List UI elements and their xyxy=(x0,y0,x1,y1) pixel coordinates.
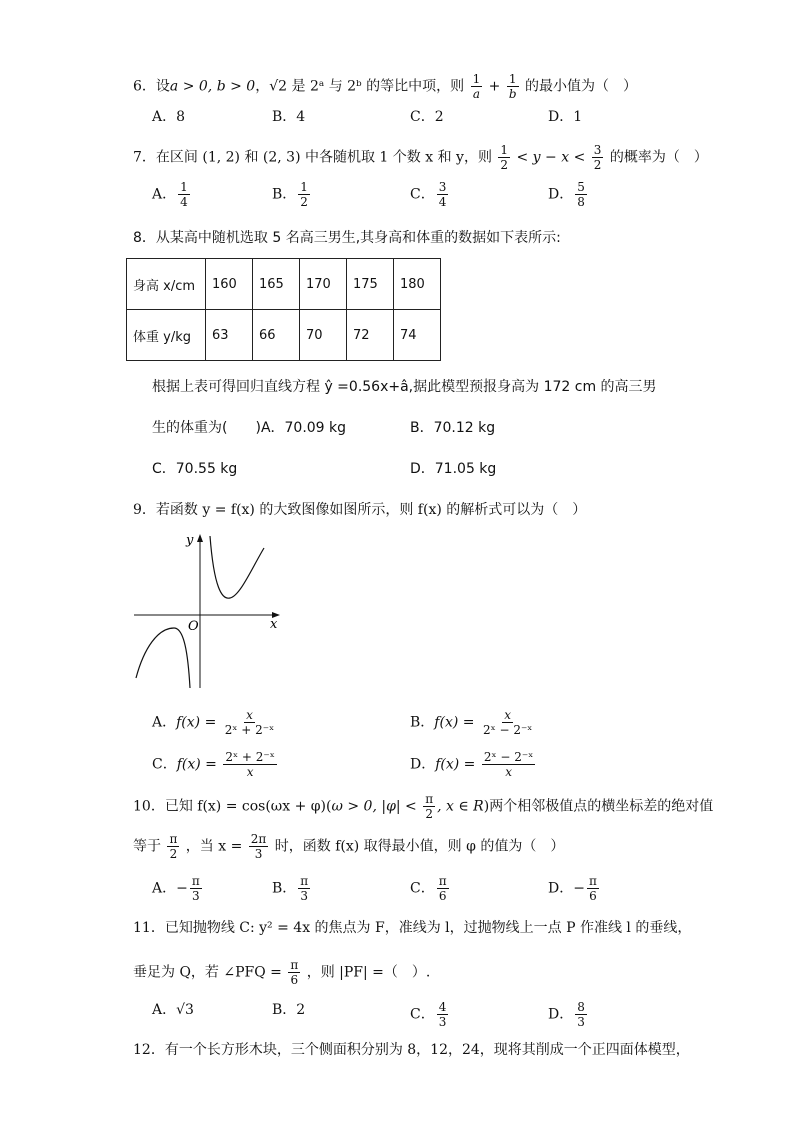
fraction: $\frac{1}{a}$ xyxy=(472,72,481,101)
origin-label: O xyxy=(188,619,199,634)
y-axis-label: y xyxy=(186,533,194,548)
question-8-text-1: 根据上表可得回归直线方程 ŷ =0.56x+â,据此模型预报身高为 172 cm 的高三男 xyxy=(152,379,657,395)
function-graph xyxy=(130,528,290,694)
table-cell: 74 xyxy=(394,310,441,361)
fraction: $\frac{1}{2}$ xyxy=(500,143,509,172)
q9-option-a: A．f(x) = $\frac{x}{\text{2ˣ + 2⁻ˣ}}$ xyxy=(152,708,275,737)
fraction: $\frac{3}{2}$ xyxy=(593,143,602,172)
q9-option-c: C．f(x) = $\frac{\text{2ˣ + 2⁻ˣ}}{x}$ xyxy=(152,750,275,779)
table-cell: 72 xyxy=(347,310,394,361)
q10-option-c: C． $\frac{\pi}{6}$ xyxy=(410,874,447,903)
x-axis-label: x xyxy=(270,617,278,632)
question-10-line-2: 等于 $\frac{\pi}{2}$ ，当 x = $\frac{2\pi}{3}$ 时，函数 f(x) 取得最小值，则 φ 的值为（ ） xyxy=(133,832,565,861)
question-6-stem: 6．设a > 0, b > 0，√2 是 2ᵃ 与 2ᵇ 的等比中项，则 $\frac{1}{a}$ + $\frac{1}{b}$ 的最小值为（ ） xyxy=(133,72,637,101)
table-cell: 66 xyxy=(253,310,300,361)
q7-option-a: A． $\frac{1}{4}$ xyxy=(152,180,188,209)
question-11-line-2: 垂足为 Q，若 ∠PFQ = $\frac{\pi}{6}$ ，则 |PF| =（ ）. xyxy=(133,958,431,987)
table-row xyxy=(127,259,441,310)
question-8-stem: 8．从某高中随机选取 5 名高三男生,其身高和体重的数据如下表所示: xyxy=(133,230,561,246)
q11-option-d: D． $\frac{8}{3}$ xyxy=(548,1000,585,1029)
q7-option-d: D． $\frac{5}{8}$ xyxy=(548,180,585,209)
q9-option-d: D．f(x) = $\frac{\text{2ˣ − 2⁻ˣ}}{x}$ xyxy=(410,750,534,779)
question-9-stem: 9．若函数 y = f(x) 的大致图像如图所示，则 f(x) 的解析式可以为（ ） xyxy=(133,502,587,518)
q9-option-b: B．f(x) = $\frac{x}{\text{2ˣ − 2⁻ˣ}}$ xyxy=(410,708,533,737)
q7-option-b: B． $\frac{1}{2}$ xyxy=(272,180,308,209)
table-cell: 165 xyxy=(253,259,300,310)
table-cell: 63 xyxy=(206,310,253,361)
table-cell: 175 xyxy=(347,259,394,310)
y-axis-arrow xyxy=(197,534,203,542)
q10-option-d: D．− $\frac{\pi}{6}$ xyxy=(548,874,597,903)
table-row-header: 体重 y/kg xyxy=(127,310,206,361)
q11-option-a: A．√3 xyxy=(152,1002,194,1018)
q8-option-c: C．70.55 kg xyxy=(152,461,238,477)
question-10-line-1: 10．已知 f(x) = cos(ωx + φ)(ω > 0, |φ| < $\frac{\pi}{2}$ , x ∈ R)两个相邻极值点的横坐标差的绝对值 xyxy=(133,792,714,821)
q8-option-b: B．70.12 kg xyxy=(410,420,496,436)
right-branch-curve xyxy=(210,536,264,598)
q8-option-a: A．70.09 kg xyxy=(260,420,347,436)
table-row-header: 身高 x/cm xyxy=(127,259,206,310)
q6-option-c: C．2 xyxy=(410,109,444,125)
question-12-stem: 12．有一个长方形木块，三个侧面积分别为 8，12，24，现将其削成一个正四面体模型， xyxy=(133,1042,690,1058)
question-11-line-1: 11．已知抛物线 C: y² = 4x 的焦点为 F，准线为 l，过抛物线上一点 P 作准线 l 的垂线， xyxy=(133,920,692,936)
table-cell: 160 xyxy=(206,259,253,310)
question-7-stem: 7．在区间 (1, 2) 和 (2, 3) 中各随机取 1 个数 x 和 y，则 $\frac{1}{2}$ < y − x < $\frac{3}{2}$ 的概率为（ ） xyxy=(133,143,708,172)
q6-option-b: B．4 xyxy=(272,109,306,125)
table-row xyxy=(127,310,441,361)
q7-option-c: C． $\frac{3}{4}$ xyxy=(410,180,447,209)
left-branch-curve xyxy=(136,628,190,688)
height-weight-table xyxy=(126,258,441,361)
question-8-text-2: 生的体重为( )A．70.09 kg xyxy=(152,420,347,436)
q6-option-a: A．8 xyxy=(152,109,186,125)
fraction: $\frac{1}{b}$ xyxy=(508,72,517,101)
q6-option-d: D．1 xyxy=(548,109,583,125)
q8-option-d: D．71.05 kg xyxy=(410,461,497,477)
q11-option-c: C． $\frac{4}{3}$ xyxy=(410,1000,447,1029)
table-cell: 180 xyxy=(394,259,441,310)
table-cell: 70 xyxy=(300,310,347,361)
q10-option-b: B． $\frac{\pi}{3}$ xyxy=(272,874,309,903)
table-cell: 170 xyxy=(300,259,347,310)
q11-option-b: B．2 xyxy=(272,1002,306,1018)
q10-option-a: A．− $\frac{\pi}{3}$ xyxy=(152,874,200,903)
